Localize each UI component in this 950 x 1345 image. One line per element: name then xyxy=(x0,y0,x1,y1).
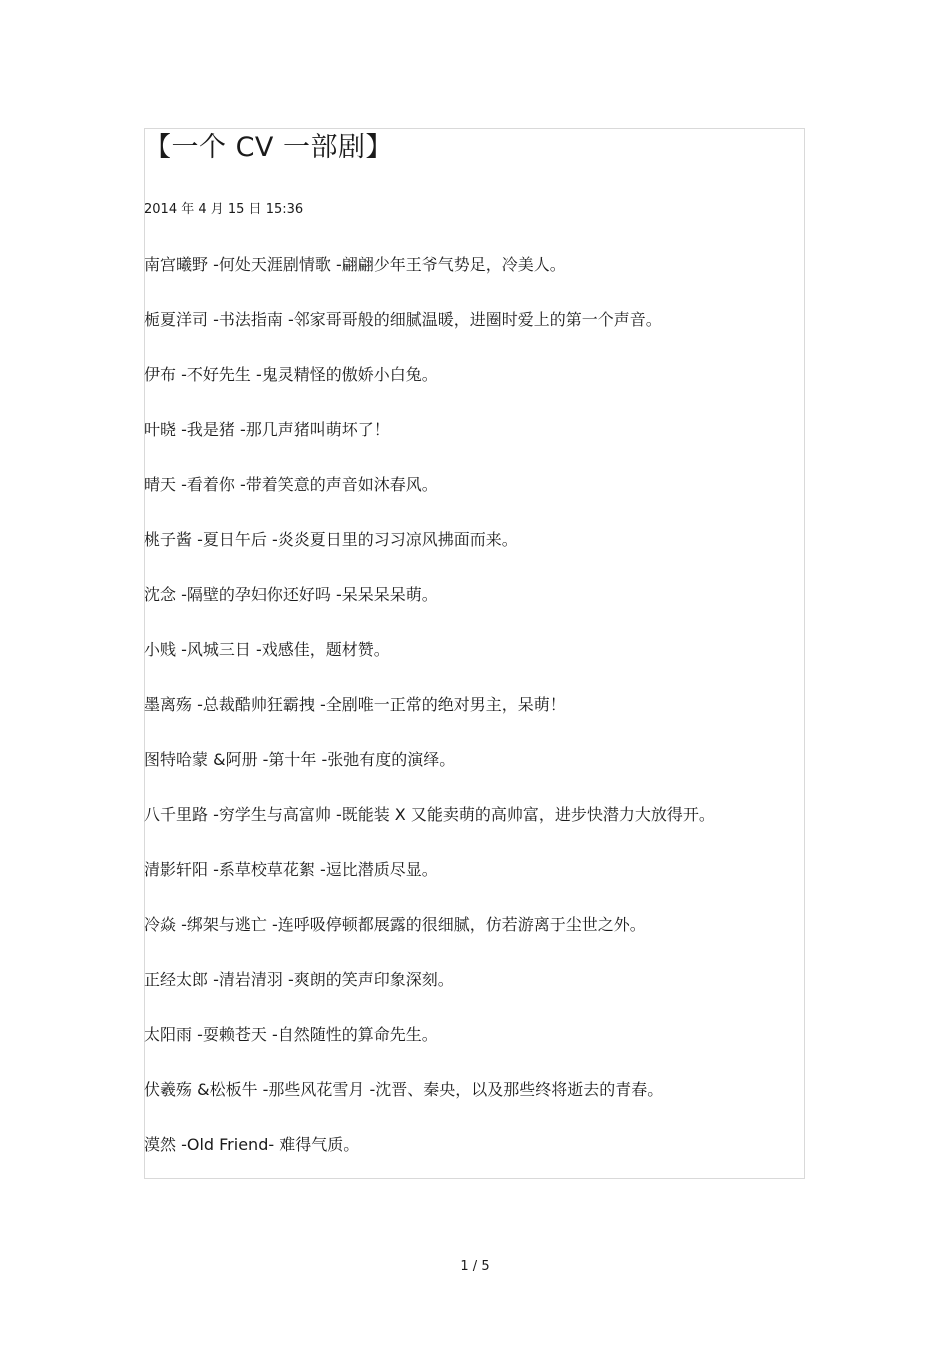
list-item: 太阳雨 -耍赖苍天 -自然随性的算命先生。 xyxy=(144,1025,438,1044)
page-number: 1 / 5 xyxy=(460,1259,490,1274)
list-item: 晴天 -看着你 -带着笑意的声音如沐春风。 xyxy=(144,475,438,494)
list-item: 沈念 -隔壁的孕妇你还好吗 -呆呆呆呆萌。 xyxy=(144,585,438,604)
list-item: 南宫曦野 -何处天涯剧情歌 -翩翩少年王爷气势足，冷美人。 xyxy=(144,255,566,274)
list-item: 栀夏洋司 -书法指南 -邻家哥哥般的细腻温暖，进圈时爱上的第一个声音。 xyxy=(144,310,662,329)
list-item: 桃子酱 -夏日午后 -炎炎夏日里的习习凉风拂面而来。 xyxy=(144,530,518,549)
list-item: 冷焱 -绑架与逃亡 -连呼吸停顿都展露的很细腻，仿若游离于尘世之外。 xyxy=(144,915,646,934)
document-date: 2014 年 4 月 15 日 15:36 xyxy=(144,202,304,217)
list-item: 正经太郎 -清岩清羽 -爽朗的笑声印象深刻。 xyxy=(144,970,454,989)
entry-list xyxy=(144,251,715,1186)
document-title: 【一个 CV 一部剧】 xyxy=(144,132,393,163)
list-item: 墨离殇 -总裁酷帅狂霸拽 -全剧唯一正常的绝对男主，呆萌！ xyxy=(144,695,566,714)
list-item: 八千里路 -穷学生与高富帅 -既能装 X 又能卖萌的高帅富，进步快潜力大放得开。 xyxy=(144,805,715,824)
list-item: 图特哈蒙 &阿册 -第十年 -张弛有度的演绎。 xyxy=(144,750,456,769)
list-item: 漠然 -Old Friend- 难得气质。 xyxy=(144,1135,360,1154)
list-item: 清影轩阳 -系草校草花絮 -逗比潜质尽显。 xyxy=(144,860,438,879)
list-item: 伏羲殇 &松板牛 -那些风花雪月 -沈晋、秦央，以及那些终将逝去的青春。 xyxy=(144,1080,664,1099)
list-item: 小贱 -风城三日 -戏感佳，题材赞。 xyxy=(144,640,390,659)
list-item: 伊布 -不好先生 -鬼灵精怪的傲娇小白兔。 xyxy=(144,365,438,384)
list-item: 叶晓 -我是猪 -那几声猪叫萌坏了！ xyxy=(144,420,390,439)
